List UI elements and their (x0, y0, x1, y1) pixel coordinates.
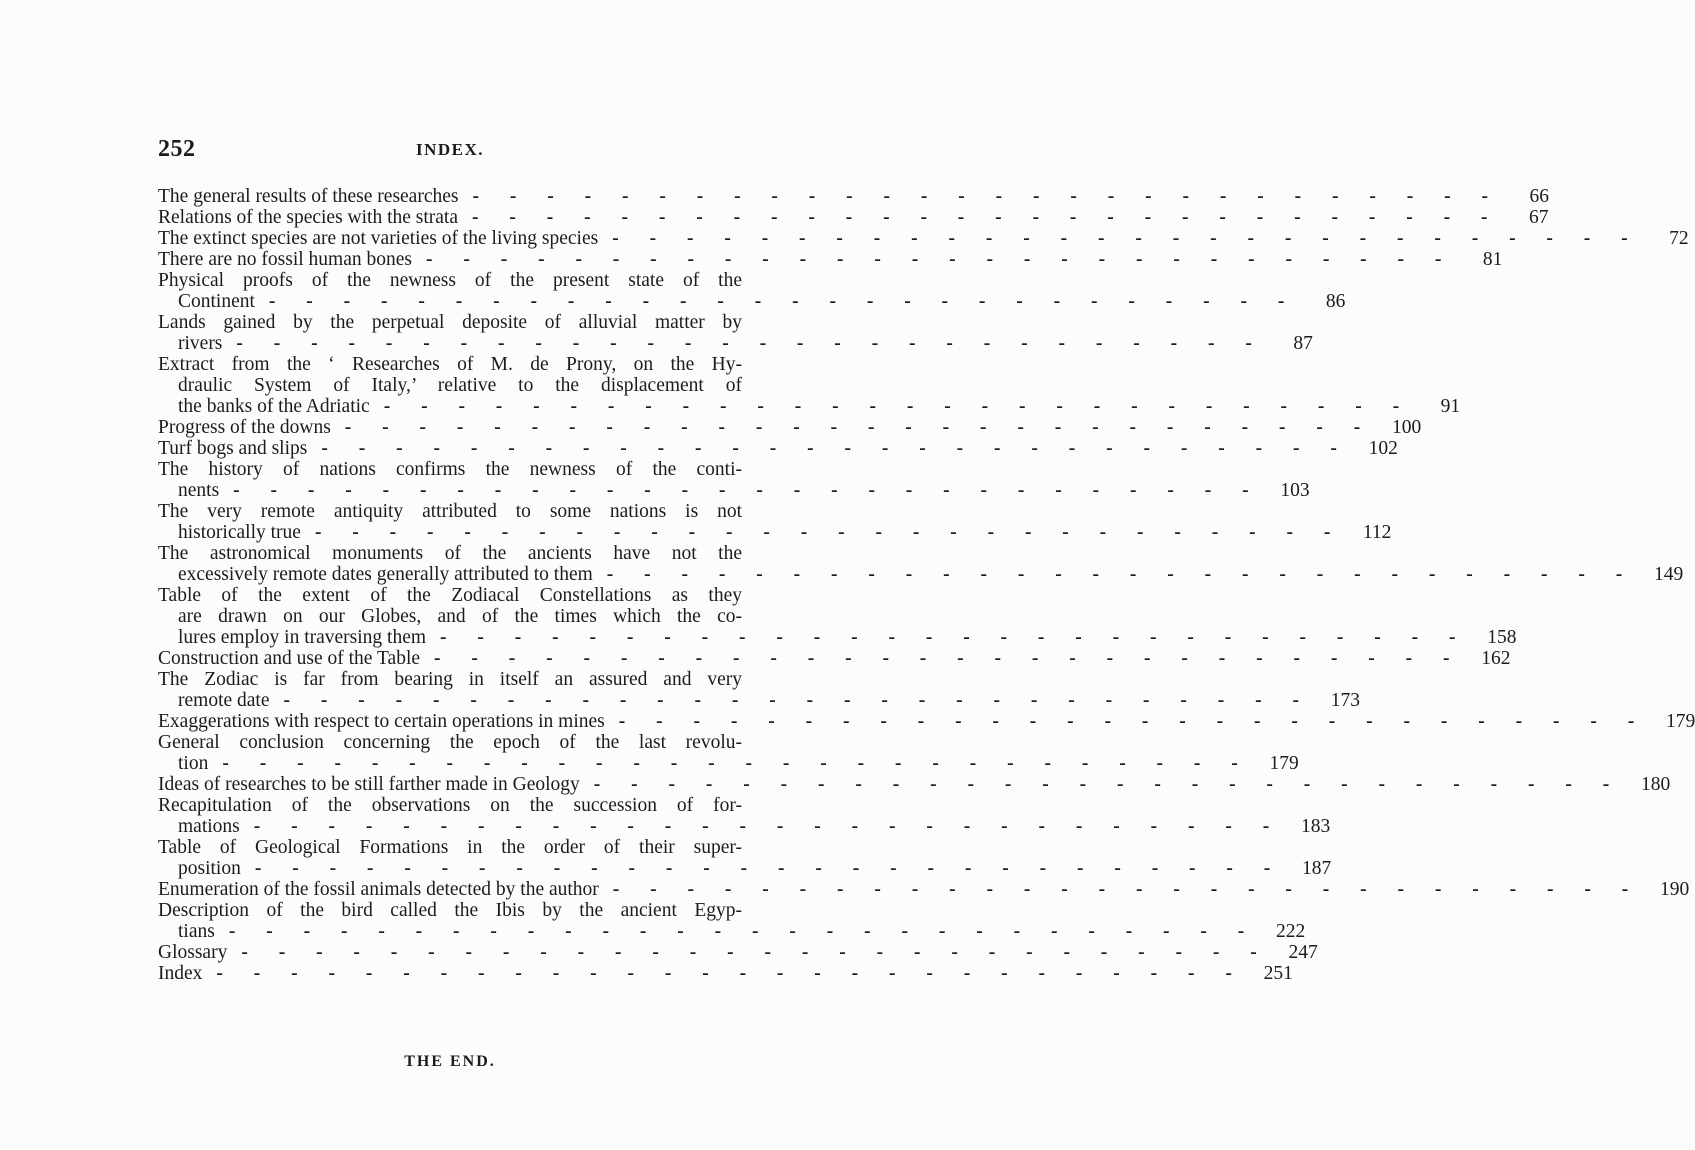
index-entry-line (158, 942, 1318, 963)
index-entry-page: 173 (1330, 690, 1360, 711)
index-entry (158, 228, 1689, 249)
index-entry (158, 501, 1392, 543)
dot-leader: - - - - - - - - - - - - - - - - - - - - - - - - - - - - (283, 690, 1312, 711)
index-entry (158, 900, 1306, 942)
index-entry-text: There are no fossil human bones (158, 249, 412, 270)
dot-leader: - - - - - - - - - - - - - - - - - - - - - - - - - - - - (228, 921, 1258, 942)
index-entry-text: Table of the extent of the Zodiacal Constellations as they (158, 585, 742, 606)
end-mark: THE END. (404, 1053, 496, 1070)
index-entry-text: Extract from the ‘ Researches of M. de Prony, on the Hy- (158, 354, 742, 375)
index-entry-line (158, 963, 1293, 984)
index-entry-page: 72 (1669, 228, 1689, 249)
index-entry (158, 459, 1310, 501)
index-entry-text: Construction and use of the Table (158, 648, 421, 669)
index-entry-line (158, 543, 742, 564)
index-entry-text: position (178, 858, 241, 879)
dot-leader: - - - - - - - - - - - - - - - - - - - - - - - - - - - - (612, 879, 1642, 900)
index-entry-text: nents (178, 480, 220, 501)
index-entry-page: 87 (1293, 333, 1313, 354)
index-entry-line (158, 354, 742, 375)
index-entry-page: 67 (1528, 207, 1549, 228)
index-entry (158, 417, 1422, 438)
index-entry-text: tians (178, 921, 215, 942)
index-entry-text: Physical proofs of the newness of the present state of the (158, 270, 742, 291)
index-entry (158, 585, 1517, 648)
index-entry-text: The extinct species are not varieties of the living species (158, 228, 599, 249)
index-entry-text: are drawn on our Globes, and of the times which the co- (178, 606, 742, 627)
index-entry-line (158, 312, 742, 333)
index-entry-text: remote date (178, 690, 270, 711)
index-entry-page: 149 (1653, 564, 1684, 585)
index-entry (158, 837, 1332, 879)
index-entry-page: 112 (1362, 522, 1392, 543)
dot-leader: - - - - - - - - - - - - - - - - - - - - - - - - - - - - (216, 963, 1245, 984)
index-entry-line (158, 795, 742, 816)
index-entry (158, 963, 1293, 984)
index-entry-text: General conclusion concerning the epoch of the last revolu- (158, 732, 742, 753)
index-entry-line (158, 816, 1331, 837)
index-entry-line (158, 837, 742, 858)
dot-leader: - - - - - - - - - - - - - - - - - - - - - - - - - - - - (254, 858, 1284, 879)
dot-leader: - - - - - - - - - - - - - - - - - - - - - - - - - - - - (233, 480, 1262, 501)
index-entry-line (158, 627, 1517, 648)
index-entry-page: 183 (1300, 816, 1331, 837)
index-entry-text: Recapitulation of the observations on the succession of for- (158, 795, 742, 816)
index-entry-page: 66 (1529, 186, 1549, 207)
index-entry-text: The astronomical monuments of the ancients have not the (158, 543, 742, 564)
index-entry (158, 879, 1690, 900)
index-entry-text: Exaggerations with respect to certain operations in mines (158, 711, 605, 732)
index-entry-page: 180 (1641, 774, 1671, 795)
index-entry-page: 251 (1263, 963, 1293, 984)
index-entry-line (158, 648, 1511, 669)
dot-leader: - - - - - - - - - - - - - - - - - - - - - - - - - - - - (612, 228, 1641, 249)
index-entry-text: Progress of the downs (158, 417, 331, 438)
index-entry-text: The history of nations confirms the newness of the conti- (158, 459, 742, 480)
index-entry-text: lures employ in traversing them (178, 627, 427, 648)
index-entry-text: Turf bogs and slips (158, 438, 308, 459)
index-entry-page: 190 (1660, 879, 1690, 900)
index-entry-text: The general results of these researches (158, 186, 459, 207)
index-entry-line (158, 501, 742, 522)
index-entry-line (158, 753, 1299, 774)
dot-leader: - - - - - - - - - - - - - - - - - - - - - - - - - - - - (383, 396, 1413, 417)
index-entry-text: the banks of the Adriatic (178, 396, 370, 417)
dot-leader: - - - - - - - - - - - - - - - - - - - - - - - - - - - - (606, 564, 1636, 585)
dot-leader: - - - - - - - - - - - - - - - - - - - - - - - - - - - - (314, 522, 1344, 543)
index-entry-line (158, 858, 1332, 879)
dot-leader: - - - - - - - - - - - - - - - - - - - - - - - - - - - - (344, 417, 1374, 438)
dot-leader: - - - - - - - - - - - - - - - - - - - - - - - - - - - - (236, 333, 1265, 354)
dot-leader: - - - - - - - - - - - - - - - - - - - - - - - - - - - - (222, 753, 1251, 774)
index-entry (158, 732, 1299, 774)
dot-leader: - - - - - - - - - - - - - - - - - - - - - - - - - - - - (472, 207, 1501, 228)
index-entry-page: 81 (1482, 249, 1503, 270)
dot-leader: - - - - - - - - - - - - - - - - - - - - - - - - - - - - (593, 774, 1623, 795)
index-entry (158, 543, 1684, 585)
dot-leader: - - - - - - - - - - - - - - - - - - - - - - - - - - - - (434, 648, 1463, 669)
index-entry (158, 774, 1671, 795)
index-entry-line (158, 690, 1360, 711)
index-entry (158, 669, 1360, 711)
dot-leader: - - - - - - - - - - - - - - - - - - - - - - - - - - - - (241, 942, 1270, 963)
index-entry-text: Relations of the species with the strata (158, 207, 459, 228)
index-entry-line (158, 228, 1689, 249)
index-entry-page: 179 (1269, 753, 1299, 774)
index-entry-line (158, 417, 1422, 438)
index-entry-page: 162 (1481, 648, 1511, 669)
index-entry-line (158, 333, 1313, 354)
index-entry-line (158, 396, 1461, 417)
index-entry (158, 312, 1313, 354)
dot-leader: - - - - - - - - - - - - - - - - - - - - - - - - - - - - (268, 291, 1298, 312)
index-entry-line (158, 522, 1392, 543)
index-entry-text: Lands gained by the perpetual deposite of alluvial matter by (158, 312, 742, 333)
index-entry (158, 711, 1695, 732)
index-entry-page: 179 (1665, 711, 1695, 732)
index-entry-line (158, 711, 1695, 732)
index-entry (158, 795, 1331, 837)
index-entry (158, 270, 1346, 312)
index-entry-text: rivers (178, 333, 223, 354)
index-entry-text: Index (158, 963, 203, 984)
index-entry-line (158, 564, 1684, 585)
index-entry-text: tion (178, 753, 209, 774)
running-head: INDEX. (415, 140, 485, 159)
index-entry (158, 354, 1461, 417)
index-entry-text: Enumeration of the fossil animals detected by the author (158, 879, 599, 900)
index-entry-page: 91 (1440, 396, 1461, 417)
index-entry-text: draulic System of Italy,’ relative to the displacement of (178, 375, 742, 396)
index-entry-text: historically true (178, 522, 301, 543)
index-entry-page: 100 (1391, 417, 1422, 438)
index-entry-text: Continent (178, 291, 255, 312)
index-entry (158, 186, 1549, 207)
index-entry-line (158, 669, 742, 690)
index-entry-text: Description of the bird called the Ibis by the ancient Egyp- (158, 900, 742, 921)
index-entry-line (158, 585, 742, 606)
index-entry-text: Table of Geological Formations in the order of their super- (158, 837, 742, 858)
index-entry-line (158, 249, 1503, 270)
index-entry-line (158, 480, 1310, 501)
index-entry-line (158, 774, 1671, 795)
dot-leader: - - - - - - - - - - - - - - - - - - - - - - - - - - - - (618, 711, 1648, 732)
index-entry (158, 207, 1549, 228)
index-entry-line (158, 459, 742, 480)
index-entry (158, 648, 1511, 669)
index-entry-page: 158 (1487, 627, 1517, 648)
index-entry-line (158, 900, 742, 921)
index-entry-line (158, 879, 1690, 900)
index-entry-text: Ideas of researches to be still farther made in Geology (158, 774, 580, 795)
dot-leader: - - - - - - - - - - - - - - - - - - - - - - - - - - - - (321, 438, 1350, 459)
page-number: 252 (158, 136, 196, 162)
index-entry-line (158, 732, 742, 753)
dot-leader: - - - - - - - - - - - - - - - - - - - - - - - - - - - - (425, 249, 1455, 270)
index-entry-text: excessively remote dates generally attributed to them (178, 564, 593, 585)
index-entry-line (158, 270, 742, 291)
index-entry-text: Glossary (158, 942, 228, 963)
index-entry-text: The very remote antiquity attributed to some nations is not (158, 501, 742, 522)
index-entry (158, 438, 1398, 459)
dot-leader: - - - - - - - - - - - - - - - - - - - - - - - - - - - - (440, 627, 1469, 648)
index-entry-line (158, 921, 1306, 942)
index-entry-line (158, 375, 742, 396)
dot-leader: - - - - - - - - - - - - - - - - - - - - - - - - - - - - (253, 816, 1283, 837)
index-entry-line (158, 438, 1398, 459)
index-entry-page: 102 (1368, 438, 1398, 459)
page-header (158, 136, 742, 164)
index-entry-text: mations (178, 816, 240, 837)
index-list (158, 186, 1695, 984)
index-entry-line (158, 186, 1549, 207)
index-entry-text: The Zodiac is far from bearing in itself an assured and very (158, 669, 742, 690)
index-entry-page: 86 (1325, 291, 1346, 312)
index-entry (158, 249, 1503, 270)
index-entry-line (158, 606, 742, 627)
index-entry-page: 187 (1302, 858, 1332, 879)
index-entry-page: 103 (1280, 480, 1310, 501)
index-entry-line (158, 207, 1549, 228)
index-entry (158, 942, 1318, 963)
dot-leader: - - - - - - - - - - - - - - - - - - - - - - - - - - - - (472, 186, 1501, 207)
index-entry-line (158, 291, 1346, 312)
index-entry-page: 222 (1276, 921, 1306, 942)
index-entry-page: 247 (1288, 942, 1318, 963)
